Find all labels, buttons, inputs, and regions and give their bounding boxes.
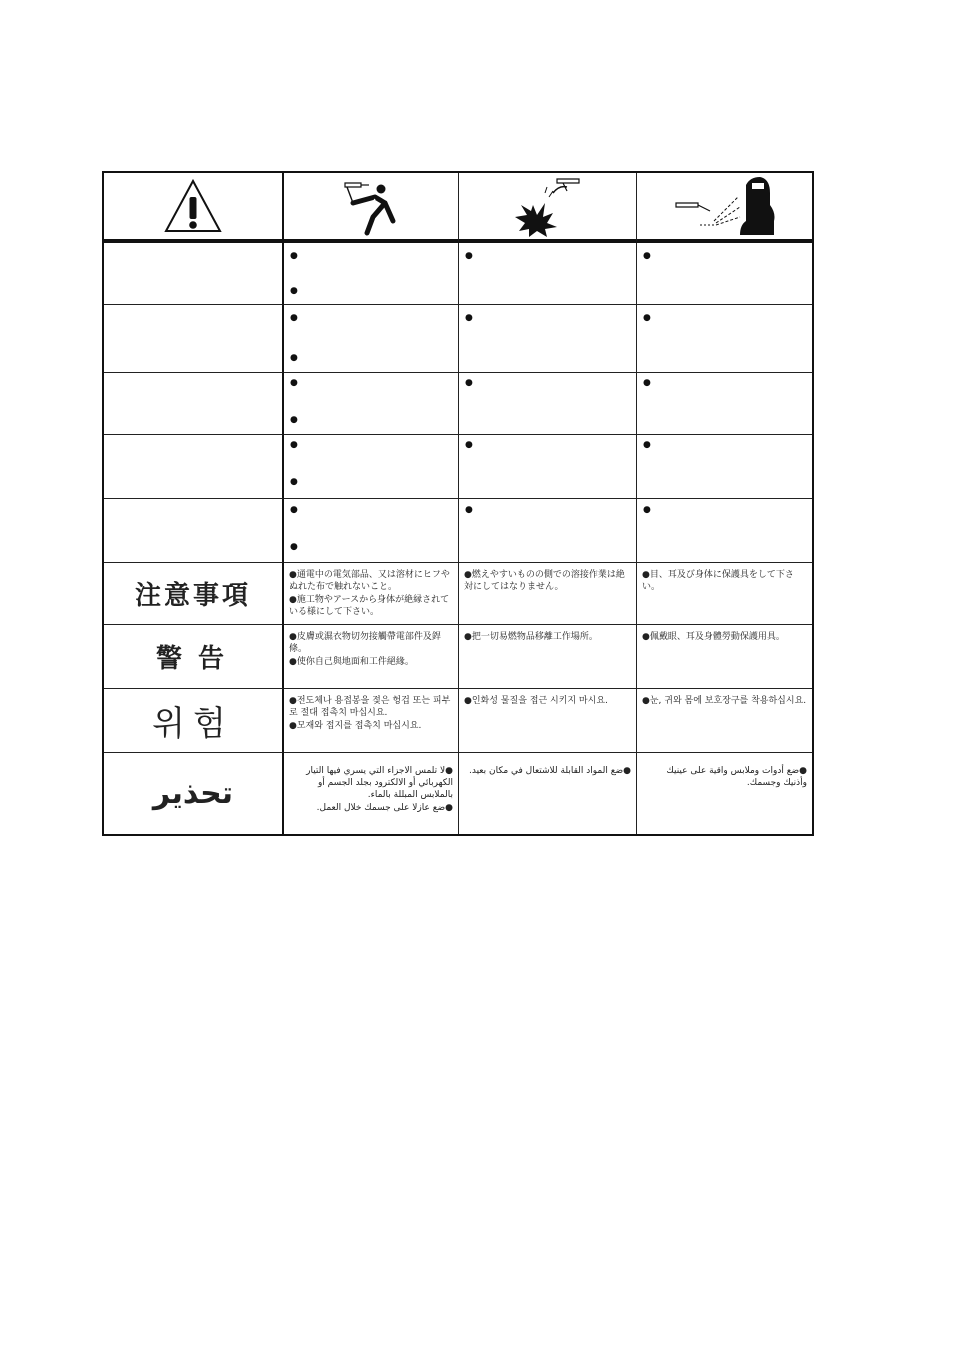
blank-arc-5 bbox=[637, 499, 812, 563]
zh-fire-1: ● 把一切易燃物品移離工作場所。 bbox=[464, 631, 631, 643]
ar-arc-text bbox=[637, 753, 812, 834]
ar-shock-1: ● لا تلمس الاجزاء التي يسري فيها التيار الكهربائي أو الالكترود بجلد الجسم أو بالملابس المبللة بالماء. bbox=[289, 765, 453, 801]
zh-fire-text bbox=[459, 625, 637, 689]
blank-arc-2 bbox=[637, 305, 812, 373]
blank-label-3 bbox=[104, 373, 284, 435]
ja-fire-1: ● 燃えやすいものの側での溶接作業は絶対にしてはなりません。 bbox=[464, 569, 631, 593]
electric-shock-cell bbox=[284, 173, 459, 243]
electric-shock-icon bbox=[339, 175, 403, 237]
blank-fire-3 bbox=[459, 373, 637, 435]
explosion-fire-icon bbox=[513, 175, 583, 237]
blank-label-5 bbox=[104, 499, 284, 563]
ar-shock-2: ● ضع عازلا على جسمك خلال العمل. bbox=[289, 802, 453, 814]
ar-shock-text bbox=[284, 753, 459, 834]
ko-shock-2: ● 모재와 접지를 접촉치 마십시요. bbox=[289, 720, 453, 732]
arc-rays-cell bbox=[637, 173, 812, 243]
blank-fire-4 bbox=[459, 435, 637, 499]
blank-label-1 bbox=[104, 243, 284, 305]
zh-shock-2: ● 使你自己與地面和工件絕緣。 bbox=[289, 656, 453, 668]
ar-fire-text bbox=[459, 753, 637, 834]
ko-fire-1: ● 인화성 물질을 접근 시키지 마시요. bbox=[464, 695, 631, 707]
label-arabic: تحذير bbox=[104, 753, 284, 834]
blank-shock-2 bbox=[284, 305, 459, 373]
label-korean: 위험 bbox=[104, 689, 284, 753]
blank-label-4 bbox=[104, 435, 284, 499]
ko-arc-text bbox=[637, 689, 812, 753]
explosion-fire-cell bbox=[459, 173, 637, 243]
safety-warning-table bbox=[102, 171, 814, 836]
ar-arc-1: ● ضع أدوات وملابس واقية على عينيك وأذنيك وجسمك. bbox=[642, 765, 807, 789]
label-japanese: 注意事項 bbox=[104, 563, 284, 625]
ja-shock-text bbox=[284, 563, 459, 625]
ko-shock-1: ● 전도체나 용접봉을 젖은 헝겁 또는 피부로 절대 접촉치 마십시요. bbox=[289, 695, 453, 719]
blank-fire-2 bbox=[459, 305, 637, 373]
ko-shock-text bbox=[284, 689, 459, 753]
blank-arc-3 bbox=[637, 373, 812, 435]
blank-shock-1 bbox=[284, 243, 459, 305]
blank-label-2 bbox=[104, 305, 284, 373]
ja-arc-1: ● 目、耳及び身体に保護具をして下さい。 bbox=[642, 569, 807, 593]
ja-fire-text bbox=[459, 563, 637, 625]
ko-fire-text bbox=[459, 689, 637, 753]
zh-shock-1: ● 皮膚或濕衣物切勿接觸帶電部件及銲條。 bbox=[289, 631, 453, 655]
blank-shock-4 bbox=[284, 435, 459, 499]
blank-arc-4 bbox=[637, 435, 812, 499]
arc-rays-face-shield-icon bbox=[670, 175, 780, 237]
ja-shock-2: ● 施工物やアースから身体が絶縁されている様にして下さい。 bbox=[289, 594, 453, 618]
blank-shock-5 bbox=[284, 499, 459, 563]
blank-arc-1 bbox=[637, 243, 812, 305]
ja-shock-1: ● 通電中の電気部品、又は溶材にヒフやぬれた布で触れないこと。 bbox=[289, 569, 453, 593]
blank-fire-5 bbox=[459, 499, 637, 563]
ar-fire-1: ● ضع المواد القابلة للاشتعال في مكان بعيد. bbox=[464, 765, 631, 777]
warning-triangle-icon bbox=[162, 177, 224, 235]
blank-fire-1 bbox=[459, 243, 637, 305]
label-chinese: 警告 bbox=[104, 625, 284, 689]
blank-shock-3 bbox=[284, 373, 459, 435]
zh-shock-text bbox=[284, 625, 459, 689]
ko-arc-1: ● 눈, 귀와 몸에 보호장구를 착용하십시요. bbox=[642, 695, 807, 707]
warning-triangle-cell bbox=[104, 173, 284, 243]
ja-arc-text bbox=[637, 563, 812, 625]
zh-arc-text bbox=[637, 625, 812, 689]
zh-arc-1: ● 佩戴眼、耳及身體勞動保護用具。 bbox=[642, 631, 807, 643]
